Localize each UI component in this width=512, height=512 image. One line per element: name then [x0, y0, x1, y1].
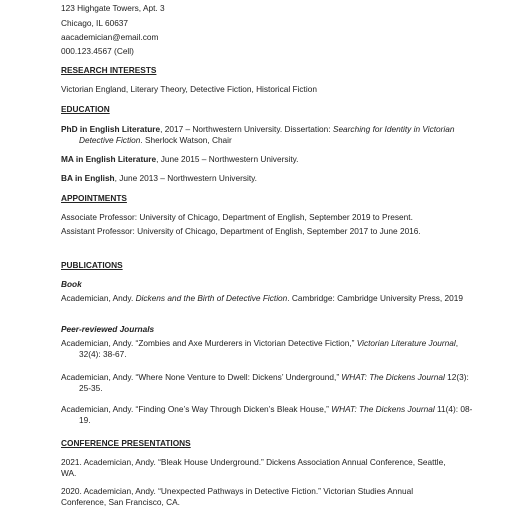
ba-detail: , June 2013 – Northwestern University.: [114, 173, 257, 183]
appointment-assistant: Assistant Professor: University of Chicago, Department of English, September 2017 to June 2016.: [61, 226, 421, 236]
address-line-2: Chicago, IL 60637: [61, 18, 129, 28]
conferences-heading: CONFERENCE PRESENTATIONS: [61, 438, 191, 448]
phd-chair: . Sherlock Watson, Chair: [140, 135, 232, 145]
ba-degree: BA in English: [61, 173, 115, 183]
research-heading: RESEARCH INTERESTS: [61, 65, 157, 75]
journal-name: WHAT: The Dickens Journal: [331, 404, 435, 414]
education-ba: [61, 173, 257, 184]
journal-article: Academician, Andy. “Where None Venture to Dwell: Dickens’ Underground,”: [61, 372, 342, 382]
journal-citation: , 32(4): 38-67.: [79, 338, 459, 359]
book-author: Academician, Andy.: [61, 293, 136, 303]
journal-entry: [61, 338, 477, 360]
research-text: Victorian England, Literary Theory, Detective Fiction, Historical Fiction: [61, 84, 317, 94]
phd-degree: PhD in English Literature: [61, 124, 161, 134]
education-phd: [61, 124, 477, 146]
journal-name: Victorian Literature Journal: [356, 338, 456, 348]
journal-citation: 11(4): 08-19.: [79, 404, 473, 425]
conference-item: 2021. Academician, Andy. “Bleak House Underground.” Dickens Association Annual Conference, Seattle, WA.: [61, 457, 446, 478]
email-text: aacademician@email.com: [61, 32, 159, 42]
education-heading: EDUCATION: [61, 104, 110, 114]
appointment-associate: Associate Professor: University of Chicago, Department of English, September 2019 to Present.: [61, 212, 413, 222]
phd-dissertation-title: Searching for Identity in Victorian Detective Fiction: [79, 124, 455, 145]
phone-text: 000.123.4567 (Cell): [61, 46, 134, 56]
journal-entry: [61, 404, 477, 426]
ma-degree: MA in English Literature: [61, 154, 157, 164]
ma-detail: , June 2015 – Northwestern University.: [156, 154, 299, 164]
address-line-1: 123 Highgate Towers, Apt. 3: [61, 3, 165, 13]
education-ma: [61, 154, 298, 165]
appointments-heading: APPOINTMENTS: [61, 193, 127, 203]
journals-subheading: Peer-reviewed Journals: [61, 324, 155, 334]
phd-detail: , 2017 – Northwestern University. Dissertation:: [160, 124, 333, 134]
book-subheading: Book: [61, 279, 82, 289]
book-entry: [61, 293, 477, 304]
journal-entry: [61, 372, 477, 394]
journal-article: Academician, Andy. “Zombies and Axe Murderers in Victorian Detective Fiction,”: [61, 338, 357, 348]
book-publisher: . Cambridge: Cambridge University Press, 2019: [287, 293, 463, 303]
journal-citation: 12(3): 25-35.: [79, 372, 469, 393]
book-title: Dickens and the Birth of Detective Fiction: [135, 293, 288, 303]
conference-item: 2020. Academician, Andy. “Unexpected Pathways in Detective Fiction.” Victorian Studies Annual Conference, San Francisco, CA.: [61, 486, 414, 507]
publications-heading: PUBLICATIONS: [61, 260, 123, 270]
journal-name: WHAT: The Dickens Journal: [341, 372, 445, 382]
journal-article: Academician, Andy. “Finding One’s Way Through Dicken’s Bleak House,”: [61, 404, 332, 414]
